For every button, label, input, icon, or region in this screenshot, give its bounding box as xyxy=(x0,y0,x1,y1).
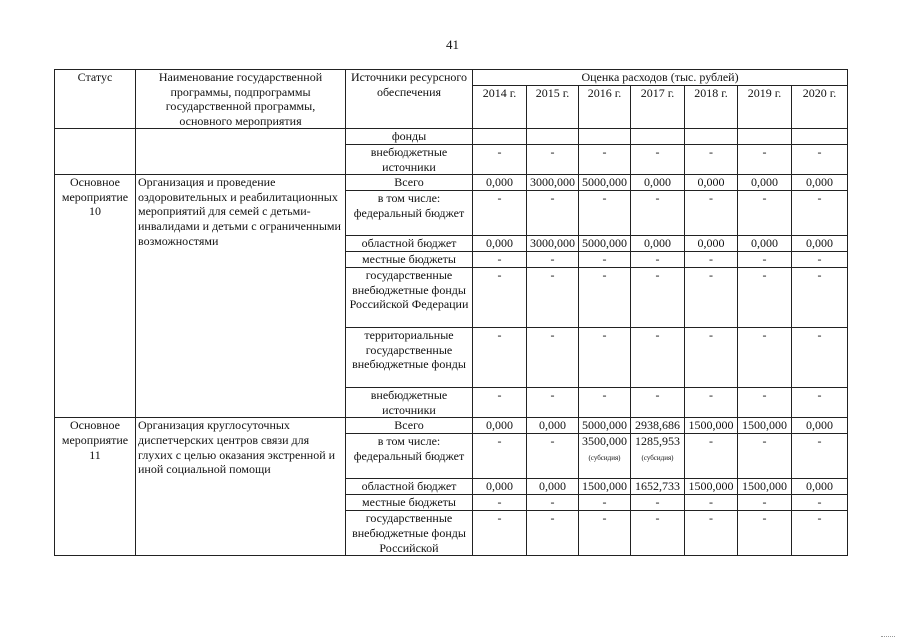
value-cell xyxy=(685,144,738,174)
value-cell xyxy=(631,418,685,434)
year-header: 2020 г. xyxy=(792,85,848,129)
value-cell xyxy=(527,434,579,479)
value-text: 0,000 xyxy=(486,479,513,494)
value-text: - xyxy=(497,268,502,283)
value-text: - xyxy=(602,268,607,283)
source-cell: Всего xyxy=(346,175,473,191)
value-text: 0,000 xyxy=(539,418,566,433)
value-cell xyxy=(738,511,792,556)
value-cell xyxy=(473,434,527,479)
value-text: - xyxy=(709,328,713,343)
value-text: 0,000 xyxy=(806,479,834,494)
value-text: 1285,953 xyxy=(635,434,680,449)
value-cell xyxy=(738,434,792,479)
value-text: - xyxy=(709,511,713,526)
value-cell xyxy=(527,129,579,145)
table-row xyxy=(55,175,848,191)
value-cell xyxy=(738,268,792,328)
value-text: - xyxy=(655,328,660,343)
measure-name: Организация круглосуточных диспетчерских центров связи для глухих с целью оказания экстренной и иной социальной помощи xyxy=(136,418,346,556)
value-cell xyxy=(685,479,738,495)
value-text: 0,000 xyxy=(806,236,834,251)
value-text: 3000,000 xyxy=(530,236,575,251)
table-body xyxy=(55,70,848,556)
value-text: - xyxy=(817,511,822,526)
value-cell xyxy=(685,129,738,145)
value-cell xyxy=(473,418,527,434)
value-text: - xyxy=(709,495,713,510)
value-cell xyxy=(738,191,792,236)
header-name: Наименование государственной программы, подпрограммы государственной программы, основного мероприятия xyxy=(136,70,346,129)
value-cell xyxy=(579,236,631,252)
value-cell xyxy=(631,252,685,268)
value-text: - xyxy=(497,495,502,510)
value-text: - xyxy=(655,191,660,206)
value-cell xyxy=(473,511,527,556)
value-cell xyxy=(579,129,631,145)
value-text: - xyxy=(709,144,713,159)
value-text: 0,000 xyxy=(486,418,513,433)
value-text: 0,000 xyxy=(806,175,834,190)
header-status: Статус xyxy=(55,70,136,129)
value-cell xyxy=(579,434,631,479)
value-cell xyxy=(527,388,579,418)
value-cell xyxy=(527,328,579,388)
value-text: 1500,000 xyxy=(582,479,627,494)
header-sources: Источники ресурсного обеспечения xyxy=(346,70,473,129)
value-text: - xyxy=(817,388,822,403)
value-cell xyxy=(738,328,792,388)
value-text: - xyxy=(550,434,555,449)
value-text: - xyxy=(709,434,713,449)
value-cell xyxy=(631,129,685,145)
measure-status: Основное мероприятие 11 xyxy=(55,418,136,556)
value-text: 1500,000 xyxy=(688,418,734,433)
header-row xyxy=(55,70,848,86)
value-cell xyxy=(527,175,579,191)
value-cell xyxy=(685,175,738,191)
value-text: - xyxy=(817,252,822,267)
value-text: 0,000 xyxy=(751,175,778,190)
value-cell xyxy=(527,511,579,556)
value-text: 5000,000 xyxy=(582,236,627,251)
value-cell xyxy=(473,388,527,418)
value-text: - xyxy=(497,511,502,526)
value-text: - xyxy=(550,268,555,283)
value-text: - xyxy=(550,144,555,159)
value-text: - xyxy=(550,252,555,267)
source-cell: местные бюджеты xyxy=(346,495,473,511)
value-text: 1500,000 xyxy=(742,418,787,433)
value-cell xyxy=(631,495,685,511)
value-text: - xyxy=(550,191,555,206)
value-cell xyxy=(738,418,792,434)
value-cell xyxy=(579,191,631,236)
value-cell xyxy=(792,252,848,268)
value-cell xyxy=(631,328,685,388)
source-cell: фонды xyxy=(346,129,473,145)
value-cell xyxy=(579,388,631,418)
value-cell xyxy=(631,511,685,556)
value-cell xyxy=(631,144,685,174)
value-text: - xyxy=(709,388,713,403)
value-cell xyxy=(738,252,792,268)
value-cell xyxy=(685,511,738,556)
value-cell xyxy=(738,175,792,191)
value-cell xyxy=(473,129,527,145)
value-text: - xyxy=(655,495,660,510)
value-text: - xyxy=(709,191,713,206)
value-cell xyxy=(792,175,848,191)
value-text: - xyxy=(655,388,660,403)
empty-status-cell xyxy=(55,129,136,175)
value-cell xyxy=(579,144,631,174)
value-cell xyxy=(579,268,631,328)
value-cell xyxy=(527,252,579,268)
value-cell xyxy=(792,268,848,328)
value-text: 0,000 xyxy=(539,479,566,494)
value-text: - xyxy=(817,328,822,343)
year-header: 2014 г. xyxy=(473,85,527,129)
value-cell xyxy=(473,191,527,236)
value-text: - xyxy=(602,388,607,403)
value-cell xyxy=(527,418,579,434)
value-cell xyxy=(792,511,848,556)
value-cell xyxy=(579,328,631,388)
value-cell xyxy=(685,191,738,236)
value-text: - xyxy=(497,434,502,449)
value-text: - xyxy=(762,511,767,526)
value-text: 5000,000 xyxy=(582,418,627,433)
value-cell xyxy=(579,175,631,191)
source-cell: территориальные государственные внебюджетные фонды xyxy=(346,328,473,388)
value-cell xyxy=(738,129,792,145)
value-text: - xyxy=(602,191,607,206)
value-cell xyxy=(738,495,792,511)
value-text: 1500,000 xyxy=(688,479,734,494)
source-cell: местные бюджеты xyxy=(346,252,473,268)
value-cell xyxy=(631,479,685,495)
source-cell: государственные внебюджетные фонды Российской xyxy=(346,511,473,556)
value-text: 0,000 xyxy=(751,236,778,251)
value-cell xyxy=(792,434,848,479)
value-text: - xyxy=(602,511,607,526)
value-text: - xyxy=(602,328,607,343)
value-text: - xyxy=(762,191,767,206)
measure-status: Основное мероприятие 10 xyxy=(55,175,136,418)
value-text: - xyxy=(497,388,502,403)
year-header: 2019 г. xyxy=(738,85,792,129)
source-cell: внебюджетные источники xyxy=(346,388,473,418)
subsidy-note: (субсидия) xyxy=(641,453,674,462)
value-text: - xyxy=(762,252,767,267)
value-text: 3500,000 xyxy=(582,434,627,449)
value-cell xyxy=(527,479,579,495)
value-cell xyxy=(685,418,738,434)
value-cell xyxy=(685,328,738,388)
value-text: - xyxy=(762,388,767,403)
value-cell xyxy=(473,479,527,495)
value-text: 0,000 xyxy=(486,236,513,251)
value-cell xyxy=(631,175,685,191)
value-text: - xyxy=(817,268,822,283)
value-text: - xyxy=(762,495,767,510)
value-cell xyxy=(527,236,579,252)
value-cell xyxy=(631,388,685,418)
value-text: 1652,733 xyxy=(635,479,680,494)
value-text: 0,000 xyxy=(697,236,725,251)
value-text: 0,000 xyxy=(697,175,725,190)
value-cell xyxy=(685,236,738,252)
value-cell xyxy=(792,144,848,174)
source-cell: областной бюджет xyxy=(346,479,473,495)
value-cell xyxy=(527,191,579,236)
value-text: - xyxy=(655,268,660,283)
value-text: - xyxy=(550,328,555,343)
value-text: 0,000 xyxy=(806,418,834,433)
year-header: 2017 г. xyxy=(631,85,685,129)
source-cell: областной бюджет xyxy=(346,236,473,252)
value-text: - xyxy=(550,511,555,526)
value-cell xyxy=(579,495,631,511)
value-cell xyxy=(685,434,738,479)
value-text: - xyxy=(497,144,502,159)
value-text: 0,000 xyxy=(486,175,513,190)
value-cell xyxy=(792,479,848,495)
year-header: 2018 г. xyxy=(685,85,738,129)
value-cell xyxy=(792,495,848,511)
value-cell xyxy=(738,388,792,418)
value-cell xyxy=(579,418,631,434)
value-cell xyxy=(473,236,527,252)
value-cell xyxy=(527,495,579,511)
value-text: - xyxy=(655,252,660,267)
value-text: - xyxy=(550,388,555,403)
value-text: - xyxy=(602,495,607,510)
value-cell xyxy=(473,495,527,511)
value-text: - xyxy=(817,191,822,206)
header-estimate: Оценка расходов (тыс. рублей) xyxy=(473,70,848,86)
value-text: 0,000 xyxy=(644,236,671,251)
source-cell: в том числе: федеральный бюджет xyxy=(346,191,473,236)
value-cell xyxy=(631,236,685,252)
source-cell: государственные внебюджетные фонды Российской Федерации xyxy=(346,268,473,328)
value-text: 0,000 xyxy=(644,175,671,190)
page-number: 41 xyxy=(446,37,459,52)
value-cell xyxy=(473,252,527,268)
value-cell xyxy=(685,252,738,268)
empty-name-cell xyxy=(136,129,346,175)
value-text: - xyxy=(817,144,822,159)
value-text: - xyxy=(550,495,555,510)
corner-mark xyxy=(881,636,895,637)
value-text: - xyxy=(762,434,767,449)
table-row xyxy=(55,129,848,145)
value-text: - xyxy=(817,434,822,449)
value-text: 5000,000 xyxy=(582,175,627,190)
value-text: 1500,000 xyxy=(742,479,787,494)
source-cell: внебюджетные источники xyxy=(346,144,473,174)
value-text: - xyxy=(602,252,607,267)
value-text: - xyxy=(709,268,713,283)
value-cell xyxy=(631,191,685,236)
value-text: 2938,686 xyxy=(635,418,680,433)
value-cell xyxy=(527,144,579,174)
year-header: 2016 г. xyxy=(579,85,631,129)
value-cell xyxy=(738,479,792,495)
value-cell xyxy=(473,268,527,328)
source-cell: Всего xyxy=(346,418,473,434)
value-cell xyxy=(473,328,527,388)
value-text: - xyxy=(655,511,660,526)
value-cell xyxy=(738,144,792,174)
measure-name: Организация и проведение оздоровительных и реабилитационных мероприятий для семей с детьми-инвалидами и детьми с ограниченными возможностями xyxy=(136,175,346,418)
budget-table xyxy=(54,69,848,556)
value-cell xyxy=(792,418,848,434)
value-cell xyxy=(792,236,848,252)
value-cell xyxy=(579,511,631,556)
value-text: - xyxy=(497,328,502,343)
value-cell xyxy=(579,252,631,268)
value-cell xyxy=(473,175,527,191)
value-cell xyxy=(527,268,579,328)
value-text: - xyxy=(602,144,607,159)
value-text: - xyxy=(497,191,502,206)
value-cell xyxy=(792,191,848,236)
subsidy-note: (субсидия) xyxy=(588,453,621,462)
value-text: - xyxy=(655,144,660,159)
value-text: - xyxy=(762,144,767,159)
table-row xyxy=(55,418,848,434)
source-cell: в том числе: федеральный бюджет xyxy=(346,434,473,479)
value-cell xyxy=(685,495,738,511)
value-cell xyxy=(738,236,792,252)
value-text: - xyxy=(817,495,822,510)
value-text: - xyxy=(762,328,767,343)
value-text: - xyxy=(497,252,502,267)
value-cell xyxy=(792,388,848,418)
value-text: - xyxy=(762,268,767,283)
value-cell xyxy=(579,479,631,495)
value-cell xyxy=(473,144,527,174)
value-cell xyxy=(685,268,738,328)
value-cell xyxy=(792,129,848,145)
value-text: - xyxy=(709,252,713,267)
value-cell xyxy=(685,388,738,418)
value-cell xyxy=(792,328,848,388)
value-cell xyxy=(631,434,685,479)
value-text: 3000,000 xyxy=(530,175,575,190)
value-cell xyxy=(631,268,685,328)
year-header: 2015 г. xyxy=(527,85,579,129)
